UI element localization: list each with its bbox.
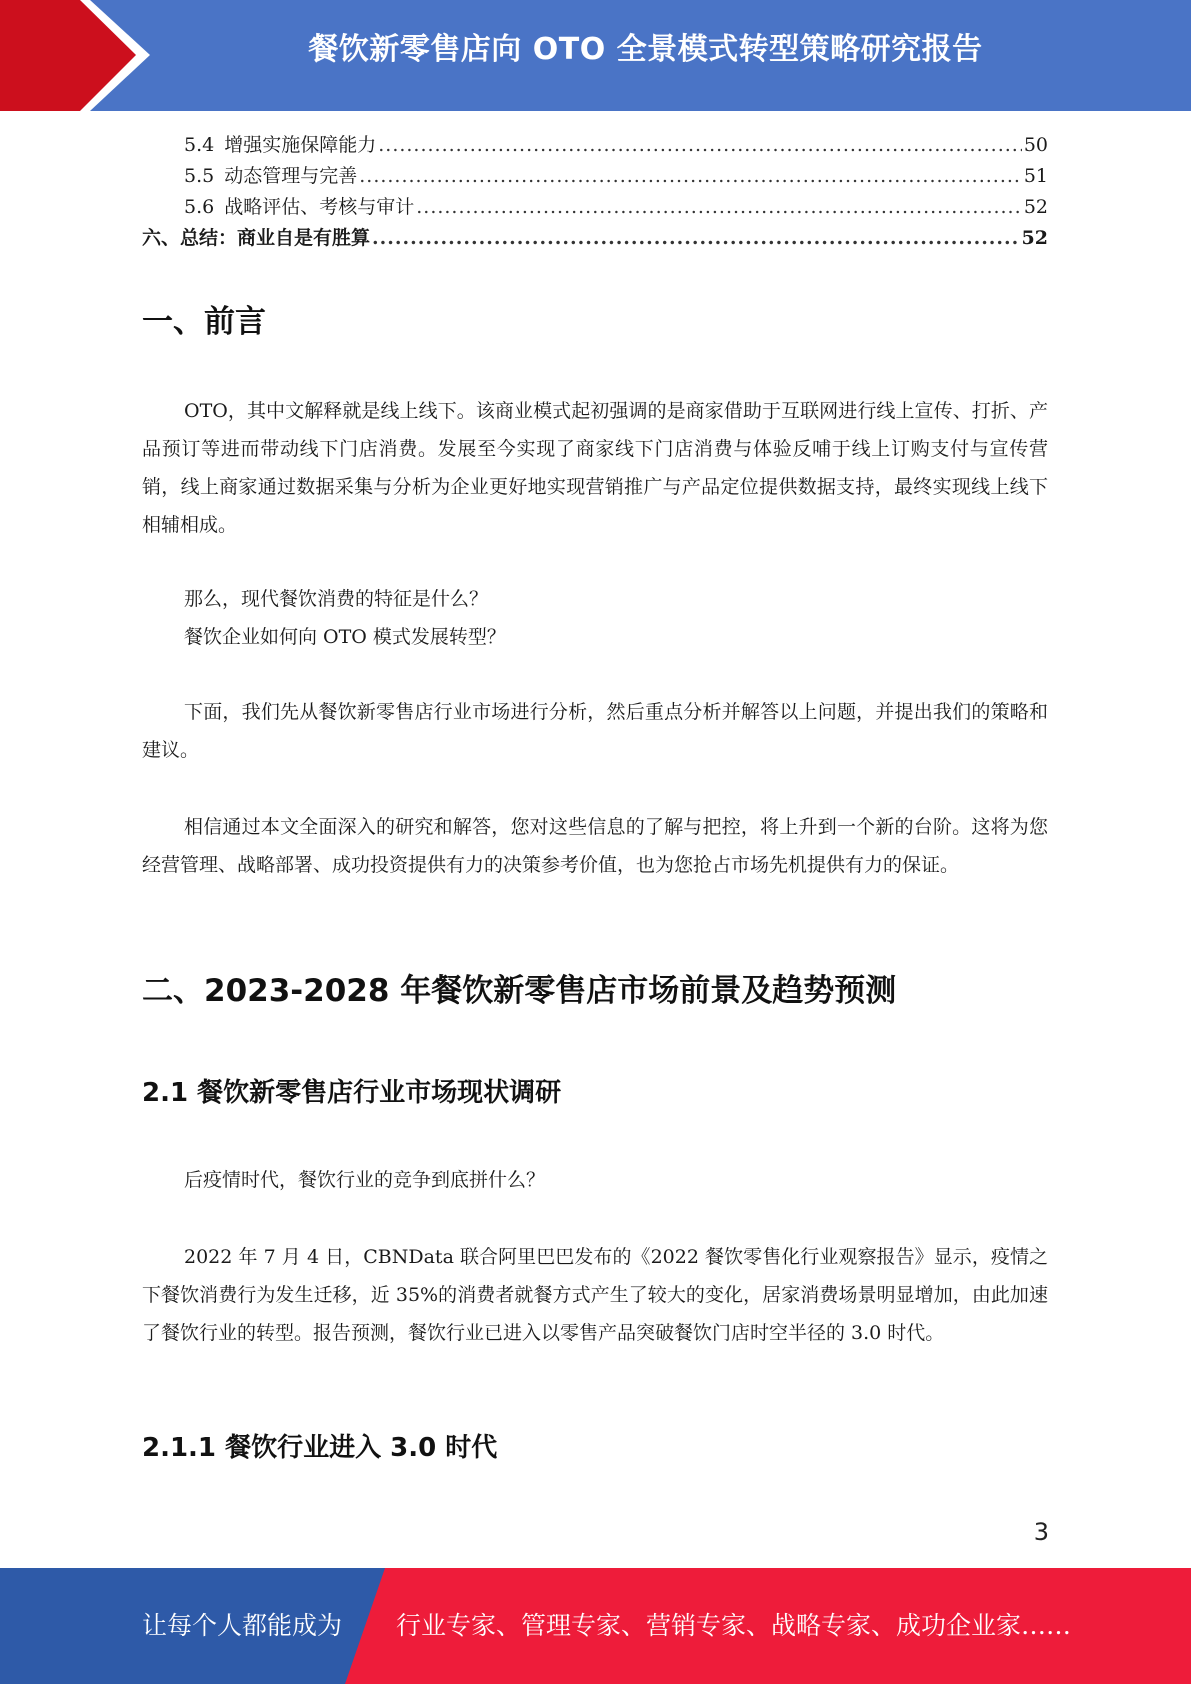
subsection-heading: 2.1 餐饮新零售店行业市场现状调研 — [142, 1078, 562, 1108]
page-header — [0, 0, 1191, 111]
arrow-chevron-icon — [0, 0, 160, 111]
toc-entry[interactable] — [142, 223, 1048, 254]
subsection-heading: 2.1.1 餐饮行业进入 3.0 时代 — [142, 1433, 498, 1463]
paragraph: 后疫情时代，餐饮行业的竞争到底拼什么？ — [184, 1169, 546, 1191]
paragraph: 下面，我们先从餐饮新零售店行业市场进行分析，然后重点分析并解答以上问题，并提出我们的策略和建议。 — [142, 701, 1048, 761]
table-of-contents — [142, 130, 1048, 254]
toc-leader — [378, 134, 1022, 156]
toc-page: 50 — [1023, 134, 1048, 156]
toc-entry[interactable] — [142, 130, 1048, 161]
toc-entry[interactable] — [142, 192, 1048, 223]
toc-page: 52 — [1021, 227, 1048, 249]
toc-number: 5.6 — [184, 196, 215, 218]
toc-leader — [359, 165, 1022, 187]
toc-label: 增强实施保障能力 — [224, 134, 377, 156]
question-line: 那么，现代餐饮消费的特征是什么？ — [184, 588, 489, 610]
toc-label: 六、总结：商业自是有胜算 — [142, 227, 371, 249]
toc-entry[interactable] — [142, 161, 1048, 192]
toc-number: 5.5 — [184, 165, 215, 187]
document-title: 餐饮新零售店向 OTO 全景模式转型策略研究报告 — [308, 32, 983, 67]
toc-leader — [372, 227, 1020, 249]
page-footer — [0, 1568, 1191, 1684]
page-number: 3 — [1033, 1518, 1049, 1546]
paragraph: 相信通过本文全面深入的研究和解答，您对这些信息的了解与把控，将上升到一个新的台阶。这将为您经营管理、战略部署、成功投资提供有力的决策参考价值，也为您抢占市场先机提供有力的保证。 — [142, 816, 1048, 876]
section-heading: 一、前言 — [142, 304, 266, 340]
toc-number: 5.4 — [184, 134, 215, 156]
toc-leader — [416, 196, 1022, 218]
toc-label: 动态管理与完善 — [224, 165, 358, 187]
toc-page: 52 — [1023, 196, 1048, 218]
paragraph: OTO，其中文解释就是线上线下。该商业模式起初强调的是商家借助于互联网进行线上宣传、打折、产品预订等进而带动线下门店消费。发展至今实现了商家线下门店消费与体验反哺于线上订购支付与宣传营销，线上商家通过数据采集与分析为企业更好地实现营销推广与产品定位提供数据支持，最终实现线上线下相辅相成。 — [142, 400, 1048, 536]
footer-slogan-left: 让每个人都能成为 — [142, 1611, 343, 1640]
toc-page: 51 — [1023, 165, 1048, 187]
paragraph: 2022 年 7 月 4 日，CBNData 联合阿里巴巴发布的《2022 餐饮零售化行业观察报告》显示，疫情之下餐饮消费行为发生迁移，近 35%的消费者就餐方式产生了较大的变化，居家消费场景明显增加，由此加速了餐饮行业的转型。报告预测，餐饮行业已进入以零售产品突破餐饮门店时空半径的 3.0 时代。 — [142, 1246, 1048, 1344]
toc-label: 战略评估、考核与审计 — [224, 196, 415, 218]
section-heading: 二、2023-2028 年餐饮新零售店市场前景及趋势预测 — [142, 973, 897, 1009]
question-line: 餐饮企业如何向 OTO 模式发展转型？ — [184, 626, 506, 648]
footer-slogan-right: 行业专家、管理专家、营销专家、战略专家、成功企业家…… — [396, 1611, 1072, 1640]
